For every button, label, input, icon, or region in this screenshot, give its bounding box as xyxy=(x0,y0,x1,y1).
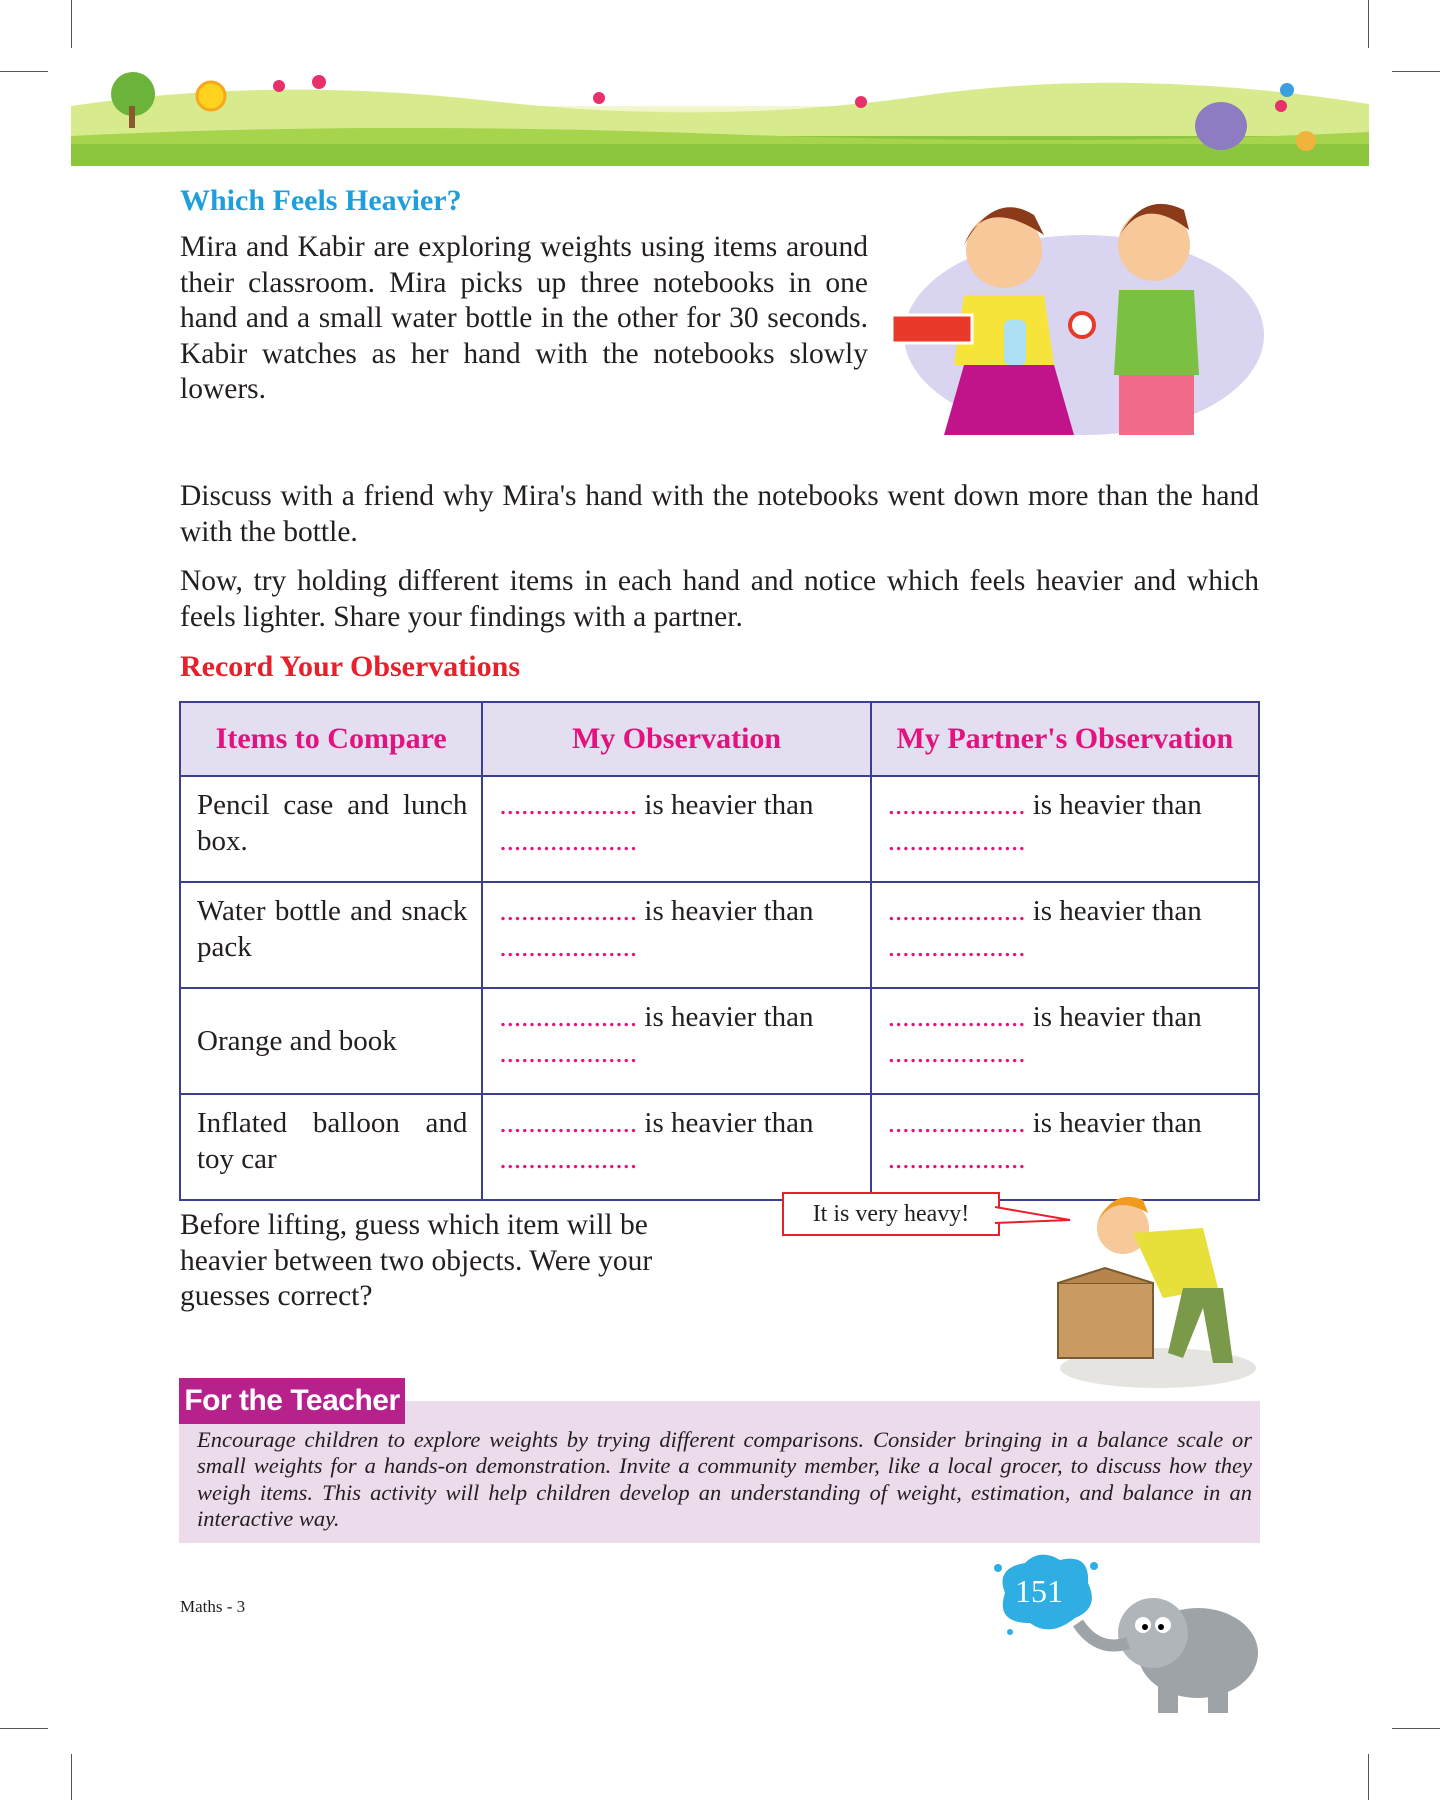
table-row xyxy=(180,882,1259,988)
crop-mark xyxy=(1368,1754,1369,1800)
table-row xyxy=(180,1094,1259,1200)
teacher-note-text: Encourage children to explore weights by trying different comparisons. Consider bringing in a balance scale or small weights for a hands-on demonstration. Invite a community member, like a local grocer, to discuss how they weigh items. This activity will help children develop an understanding of weight, estimation, and balance in an interactive way. xyxy=(197,1427,1252,1532)
page-number: 151 xyxy=(1015,1573,1063,1609)
crop-mark xyxy=(1392,1728,1440,1729)
partner-observation-cell[interactable]: ................... is heavier than ................... xyxy=(871,776,1259,882)
crop-mark xyxy=(71,0,72,48)
header-items: Items to Compare xyxy=(180,702,482,776)
my-observation-cell[interactable]: ................... is heavier than ................... xyxy=(482,1094,870,1200)
record-heading: Record Your Observations xyxy=(180,650,520,683)
partner-observation-cell[interactable]: ................... is heavier than ................... xyxy=(871,988,1259,1094)
crop-mark xyxy=(1392,71,1440,72)
table-row xyxy=(180,988,1259,1094)
try-paragraph: Now, try holding different items in each hand and notice which feels heavier and which feels lighter. Share your findings with a partner. xyxy=(180,565,1259,633)
header-partner-observation: My Partner's Observation xyxy=(871,702,1259,776)
item-cell: Pencil case and lunch box. xyxy=(180,776,482,882)
item-cell: Inflated balloon and toy car xyxy=(180,1094,482,1200)
partner-observation-cell[interactable]: ................... is heavier than ................... xyxy=(871,1094,1259,1200)
crop-mark xyxy=(1368,0,1369,48)
section-title: Which Feels Heavier? xyxy=(180,184,462,217)
table-header-row xyxy=(180,702,1259,776)
crop-mark xyxy=(71,1754,72,1800)
header-my-observation: My Observation xyxy=(482,702,870,776)
mira-kabir-illustration xyxy=(884,195,1269,442)
guess-paragraph: Before lifting, guess which item will be heavier between two objects. Were your guesses correct? xyxy=(180,1209,653,1313)
intro-paragraph: Mira and Kabir are exploring weights using items around their classroom. Mira picks up three notebooks in one hand and a small water bottle in the other for 30 seconds. Kabir watches as her hand with the notebooks slowly lowers. xyxy=(180,231,868,406)
boy-lifting-box-illustration xyxy=(1033,1188,1257,1389)
my-observation-cell[interactable]: ................... is heavier than ................... xyxy=(482,882,870,988)
teacher-label: For the Teacher xyxy=(179,1378,405,1424)
crop-mark xyxy=(0,71,48,72)
item-cell: Water bottle and snack pack xyxy=(180,882,482,988)
observation-table xyxy=(179,701,1260,1201)
speech-bubble: It is very heavy! xyxy=(782,1192,1000,1236)
partner-observation-cell[interactable]: ................... is heavier than ................... xyxy=(871,882,1259,988)
book-title: Maths - 3 xyxy=(180,1597,246,1616)
header-banner-illustration xyxy=(71,66,1369,166)
my-observation-cell[interactable]: ................... is heavier than ................... xyxy=(482,776,870,882)
discuss-paragraph: Discuss with a friend why Mira's hand with the notebooks went down more than the hand with the bottle. xyxy=(180,480,1259,548)
my-observation-cell[interactable]: ................... is heavier than ................... xyxy=(482,988,870,1094)
elephant-illustration xyxy=(1068,1573,1263,1718)
item-cell: Orange and book xyxy=(180,988,482,1094)
crop-mark xyxy=(0,1728,48,1729)
table-row xyxy=(180,776,1259,882)
